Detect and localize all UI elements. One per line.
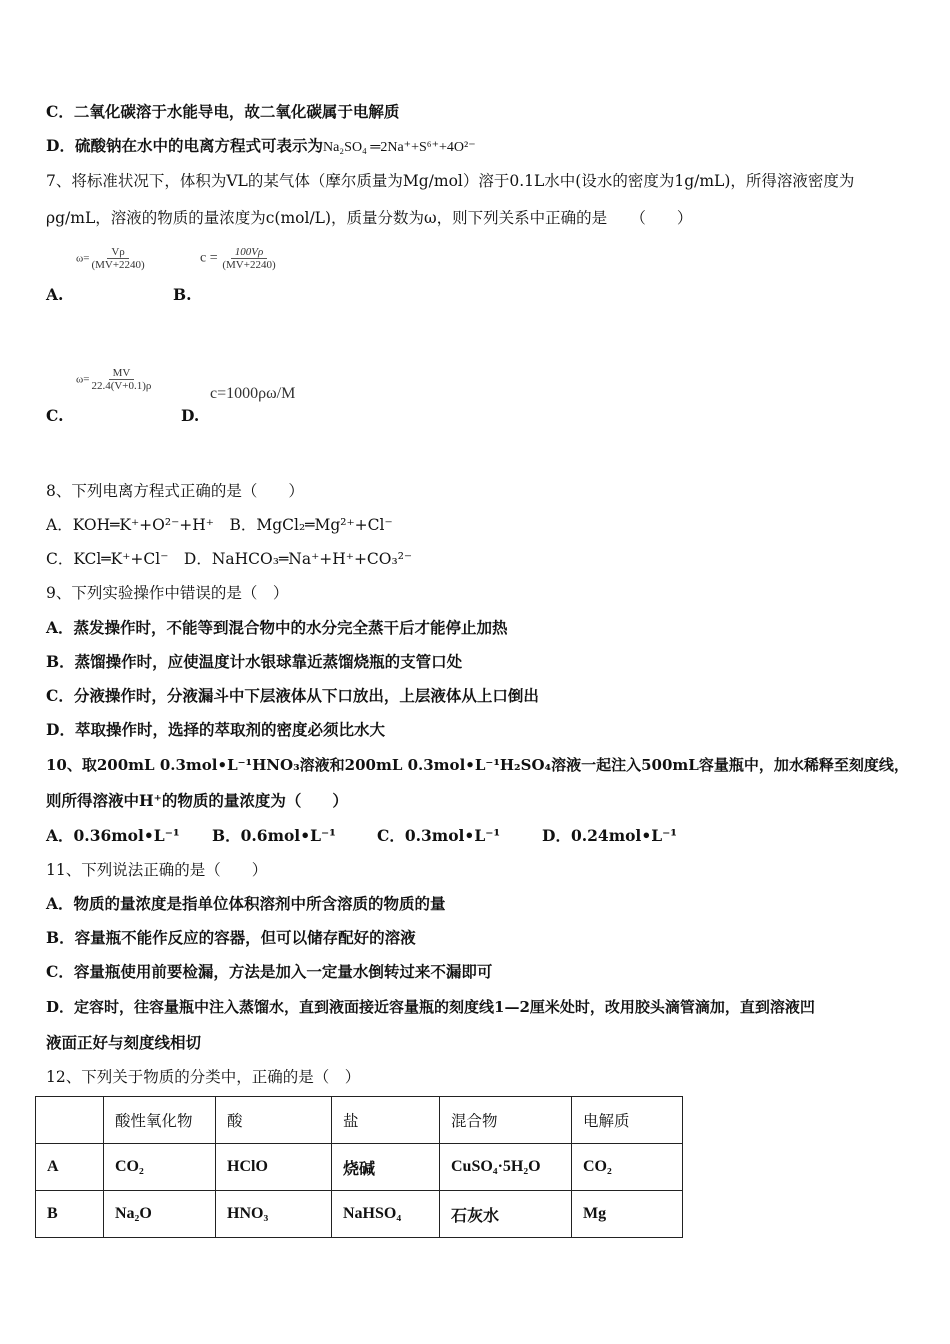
table-cell: CO₂	[104, 1144, 216, 1191]
table-cell: A	[36, 1144, 104, 1191]
q7-formula-c-denominator: 22.4(V+0.1)ρ	[91, 380, 152, 392]
q7-formula-c-lhs: ω=	[76, 373, 90, 386]
table-header-cell	[36, 1097, 104, 1144]
q11-option-d-line1: D．定容时，往容量瓶中注入蒸馏水，直到液面接近容量瓶的刻度线1—2厘米处时，改用胶头滴管滴加，直到溶液凹	[46, 998, 815, 1016]
table-header-cell: 盐	[332, 1097, 440, 1144]
q9-stem: 9、下列实验操作中错误的是（ ）	[46, 584, 289, 602]
q10-option-b: B．0.6mol•L⁻¹	[212, 826, 336, 845]
table-header-cell: 电解质	[572, 1097, 683, 1144]
q8-options-ab: A．KOH═K⁺+O²⁻+H⁺ B．MgCl₂═Mg²⁺+Cl⁻	[46, 516, 393, 534]
classification-table	[35, 1096, 683, 1238]
q6-option-d-text: D．硫酸钠在水中的电离方程式可表示为	[46, 136, 323, 155]
q7-formula-c-fraction	[89, 367, 153, 392]
table-cell: CO₂	[572, 1144, 683, 1191]
q8-options-cd: C．KCl═K⁺+Cl⁻ D．NaHCO₃═Na⁺+H⁺+CO₃²⁻	[46, 550, 413, 568]
table-header-cell: 酸性氧化物	[104, 1097, 216, 1144]
q9-option-d: D．萃取操作时，选择的萃取剂的密度必须比水大	[46, 720, 385, 739]
q7-formula-a-denominator: (MV+2240)	[91, 259, 145, 271]
q7-stem-line2: ρg/mL，溶液的物质的量浓度为c(mol/L)，质量分数为ω，则下列关系中正确的是 （ ）	[46, 209, 693, 227]
q11-option-d-line2: 液面正好与刻度线相切	[46, 1033, 202, 1052]
q7-stem-line1: 7、将标准状况下，体积为VL的某气体（摩尔质量为Mg/mol）溶于0.1L水中(设水的密度为1g/mL)，所得溶液密度为	[46, 172, 855, 190]
q11-option-c: C．容量瓶使用前要检漏，方法是加入一定量水倒转过来不漏即可	[46, 962, 493, 981]
q7-formula-b-denominator: (MV+2240)	[222, 259, 276, 271]
table-cell: HNO₃	[216, 1191, 332, 1238]
q7-formula-a	[76, 246, 147, 271]
table-cell: B	[36, 1191, 104, 1238]
q7-formula-b-fraction	[220, 246, 277, 271]
q9-option-b: B．蒸馏操作时，应使温度计水银球靠近蒸馏烧瓶的支管口处	[46, 652, 463, 671]
q10-option-d: D．0.24mol•L⁻¹	[542, 826, 678, 845]
table-cell: CuSO₄·5H₂O	[440, 1144, 572, 1191]
q7-formula-c	[76, 367, 153, 392]
q6-option-d	[46, 136, 476, 158]
q7-formula-a-fraction	[89, 246, 146, 271]
table-row	[36, 1191, 683, 1238]
q11-option-a: A．物质的量浓度是指单位体积溶剂中所含溶质的物质的量	[46, 894, 446, 913]
q7-option-b-label: B.	[173, 285, 192, 304]
table-cell: 石灰水	[440, 1191, 572, 1238]
q10-option-a: A．0.36mol•L⁻¹	[46, 826, 180, 845]
q10-option-c: C．0.3mol•L⁻¹	[377, 826, 501, 845]
q7-formula-b-numerator: 100Vρ	[231, 246, 268, 259]
q8-stem: 8、下列电离方程式正确的是（ ）	[46, 482, 304, 500]
table-cell: 烧碱	[332, 1144, 440, 1191]
q7-option-c-label: C.	[46, 406, 64, 425]
q6-option-d-equation: Na₂SO₄ ═2Na⁺+S⁶⁺+4O²⁻	[322, 140, 476, 155]
table-cell: NaHSO₄	[332, 1191, 440, 1238]
table-row	[36, 1144, 683, 1191]
table-cell: Na₂O	[104, 1191, 216, 1238]
table-header-cell: 酸	[216, 1097, 332, 1144]
q7-option-a-label: A.	[46, 285, 64, 304]
q7-formula-a-lhs: ω=	[76, 252, 90, 265]
q7-formula-a-numerator: Vρ	[107, 246, 128, 259]
q6-option-c: C．二氧化碳溶于水能导电，故二氧化碳属于电解质	[46, 102, 400, 121]
q7-formula-b-lhs: c =	[200, 250, 218, 266]
q10-stem-line1: 10、取200mL 0.3mol•L⁻¹HNO₃溶液和200mL 0.3mol•L⁻¹H₂SO₄溶液一起注入500mL容量瓶中，加水稀释至刻度线，	[46, 756, 909, 774]
q11-option-b: B．容量瓶不能作反应的容器，但可以储存配好的溶液	[46, 928, 416, 947]
table-cell: Mg	[572, 1191, 683, 1238]
q12-stem: 12、下列关于物质的分类中，正确的是（ ）	[46, 1068, 361, 1086]
q7-formula-c-numerator: MV	[109, 367, 135, 380]
q9-option-a: A．蒸发操作时，不能等到混合物中的水分完全蒸干后才能停止加热	[46, 618, 508, 637]
q11-stem: 11、下列说法正确的是（ ）	[46, 861, 268, 879]
table-header-cell: 混合物	[440, 1097, 572, 1144]
table-header-row	[36, 1097, 683, 1144]
q7-option-d-label: D.	[181, 406, 200, 425]
q10-stem-line2: 则所得溶液中H⁺的物质的量浓度为（ ）	[46, 791, 348, 810]
q7-formula-d: c=1000ρω/M	[210, 385, 296, 402]
q7-formula-b	[200, 246, 278, 271]
q9-option-c: C．分液操作时，分液漏斗中下层液体从下口放出，上层液体从上口倒出	[46, 686, 539, 705]
table-cell: HClO	[216, 1144, 332, 1191]
